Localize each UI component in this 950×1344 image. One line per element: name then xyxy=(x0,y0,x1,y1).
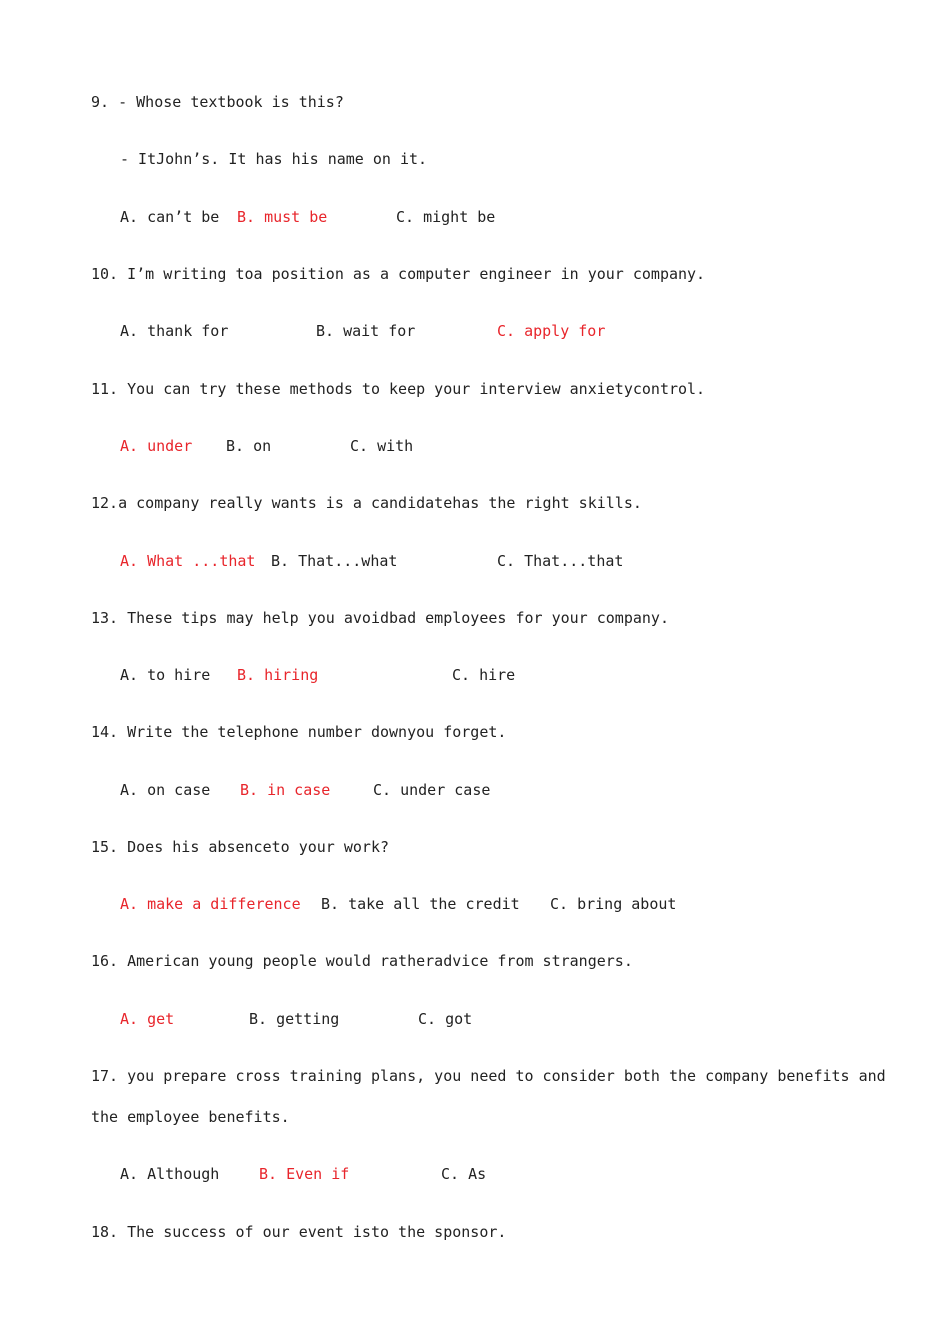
question-11-option-b: B. on xyxy=(226,437,272,455)
question-15-option-a: A. make a difference xyxy=(120,895,301,913)
question-9-stem: 9. - Whose textbook is this? xyxy=(91,93,344,111)
question-16-stem: 16. American young people would ratheradvice from strangers. xyxy=(91,952,633,970)
question-11-stem: 11. You can try these methods to keep your interview anxietycontrol. xyxy=(91,380,706,398)
question-9-dialogue: - ItJohn’s. It has his name on it. xyxy=(120,150,428,168)
question-18-stem: 18. The success of our event isto the sponsor. xyxy=(91,1223,507,1241)
question-13-stem: 13. These tips may help you avoidbad employees for your company. xyxy=(91,609,669,627)
question-15-stem: 15. Does his absenceto your work? xyxy=(91,838,390,856)
question-17-stem-continued: the employee benefits. xyxy=(91,1108,290,1126)
question-11-option-a: A. under xyxy=(120,437,193,455)
question-14-option-b: B. in case xyxy=(240,781,331,799)
question-12-option-c: C. That...that xyxy=(497,552,624,570)
question-16-option-a: A. get xyxy=(120,1010,175,1028)
question-14-option-a: A. on case xyxy=(120,781,211,799)
question-10-option-b: B. wait for xyxy=(316,322,416,340)
question-13-option-c: C. hire xyxy=(452,666,516,684)
question-15-option-c: C. bring about xyxy=(550,895,677,913)
question-10-stem: 10. I’m writing toa position as a computer engineer in your company. xyxy=(91,265,706,283)
question-10-option-a: A. thank for xyxy=(120,322,229,340)
question-14-stem: 14. Write the telephone number downyou forget. xyxy=(91,723,507,741)
question-12-option-a: A. What ...that xyxy=(120,552,256,570)
question-15-option-b: B. take all the credit xyxy=(321,895,520,913)
question-16-option-b: B. getting xyxy=(249,1010,340,1028)
question-17-option-c: C. As xyxy=(441,1165,487,1183)
question-13-option-b: B. hiring xyxy=(237,666,319,684)
question-9-option-a: A. can’t be xyxy=(120,208,220,226)
question-9-option-b: B. must be xyxy=(237,208,328,226)
question-16-option-c: C. got xyxy=(418,1010,473,1028)
question-12-option-b: B. That...what xyxy=(271,552,398,570)
question-13-option-a: A. to hire xyxy=(120,666,211,684)
question-10-option-c: C. apply for xyxy=(497,322,606,340)
question-17-stem: 17. you prepare cross training plans, you need to consider both the company benefits and xyxy=(91,1067,886,1085)
question-17-option-a: A. Although xyxy=(120,1165,220,1183)
question-14-option-c: C. under case xyxy=(373,781,491,799)
question-12-stem: 12.a company really wants is a candidatehas the right skills. xyxy=(91,494,642,512)
question-17-option-b: B. Even if xyxy=(259,1165,350,1183)
question-9-option-c: C. might be xyxy=(396,208,496,226)
question-11-option-c: C. with xyxy=(350,437,414,455)
